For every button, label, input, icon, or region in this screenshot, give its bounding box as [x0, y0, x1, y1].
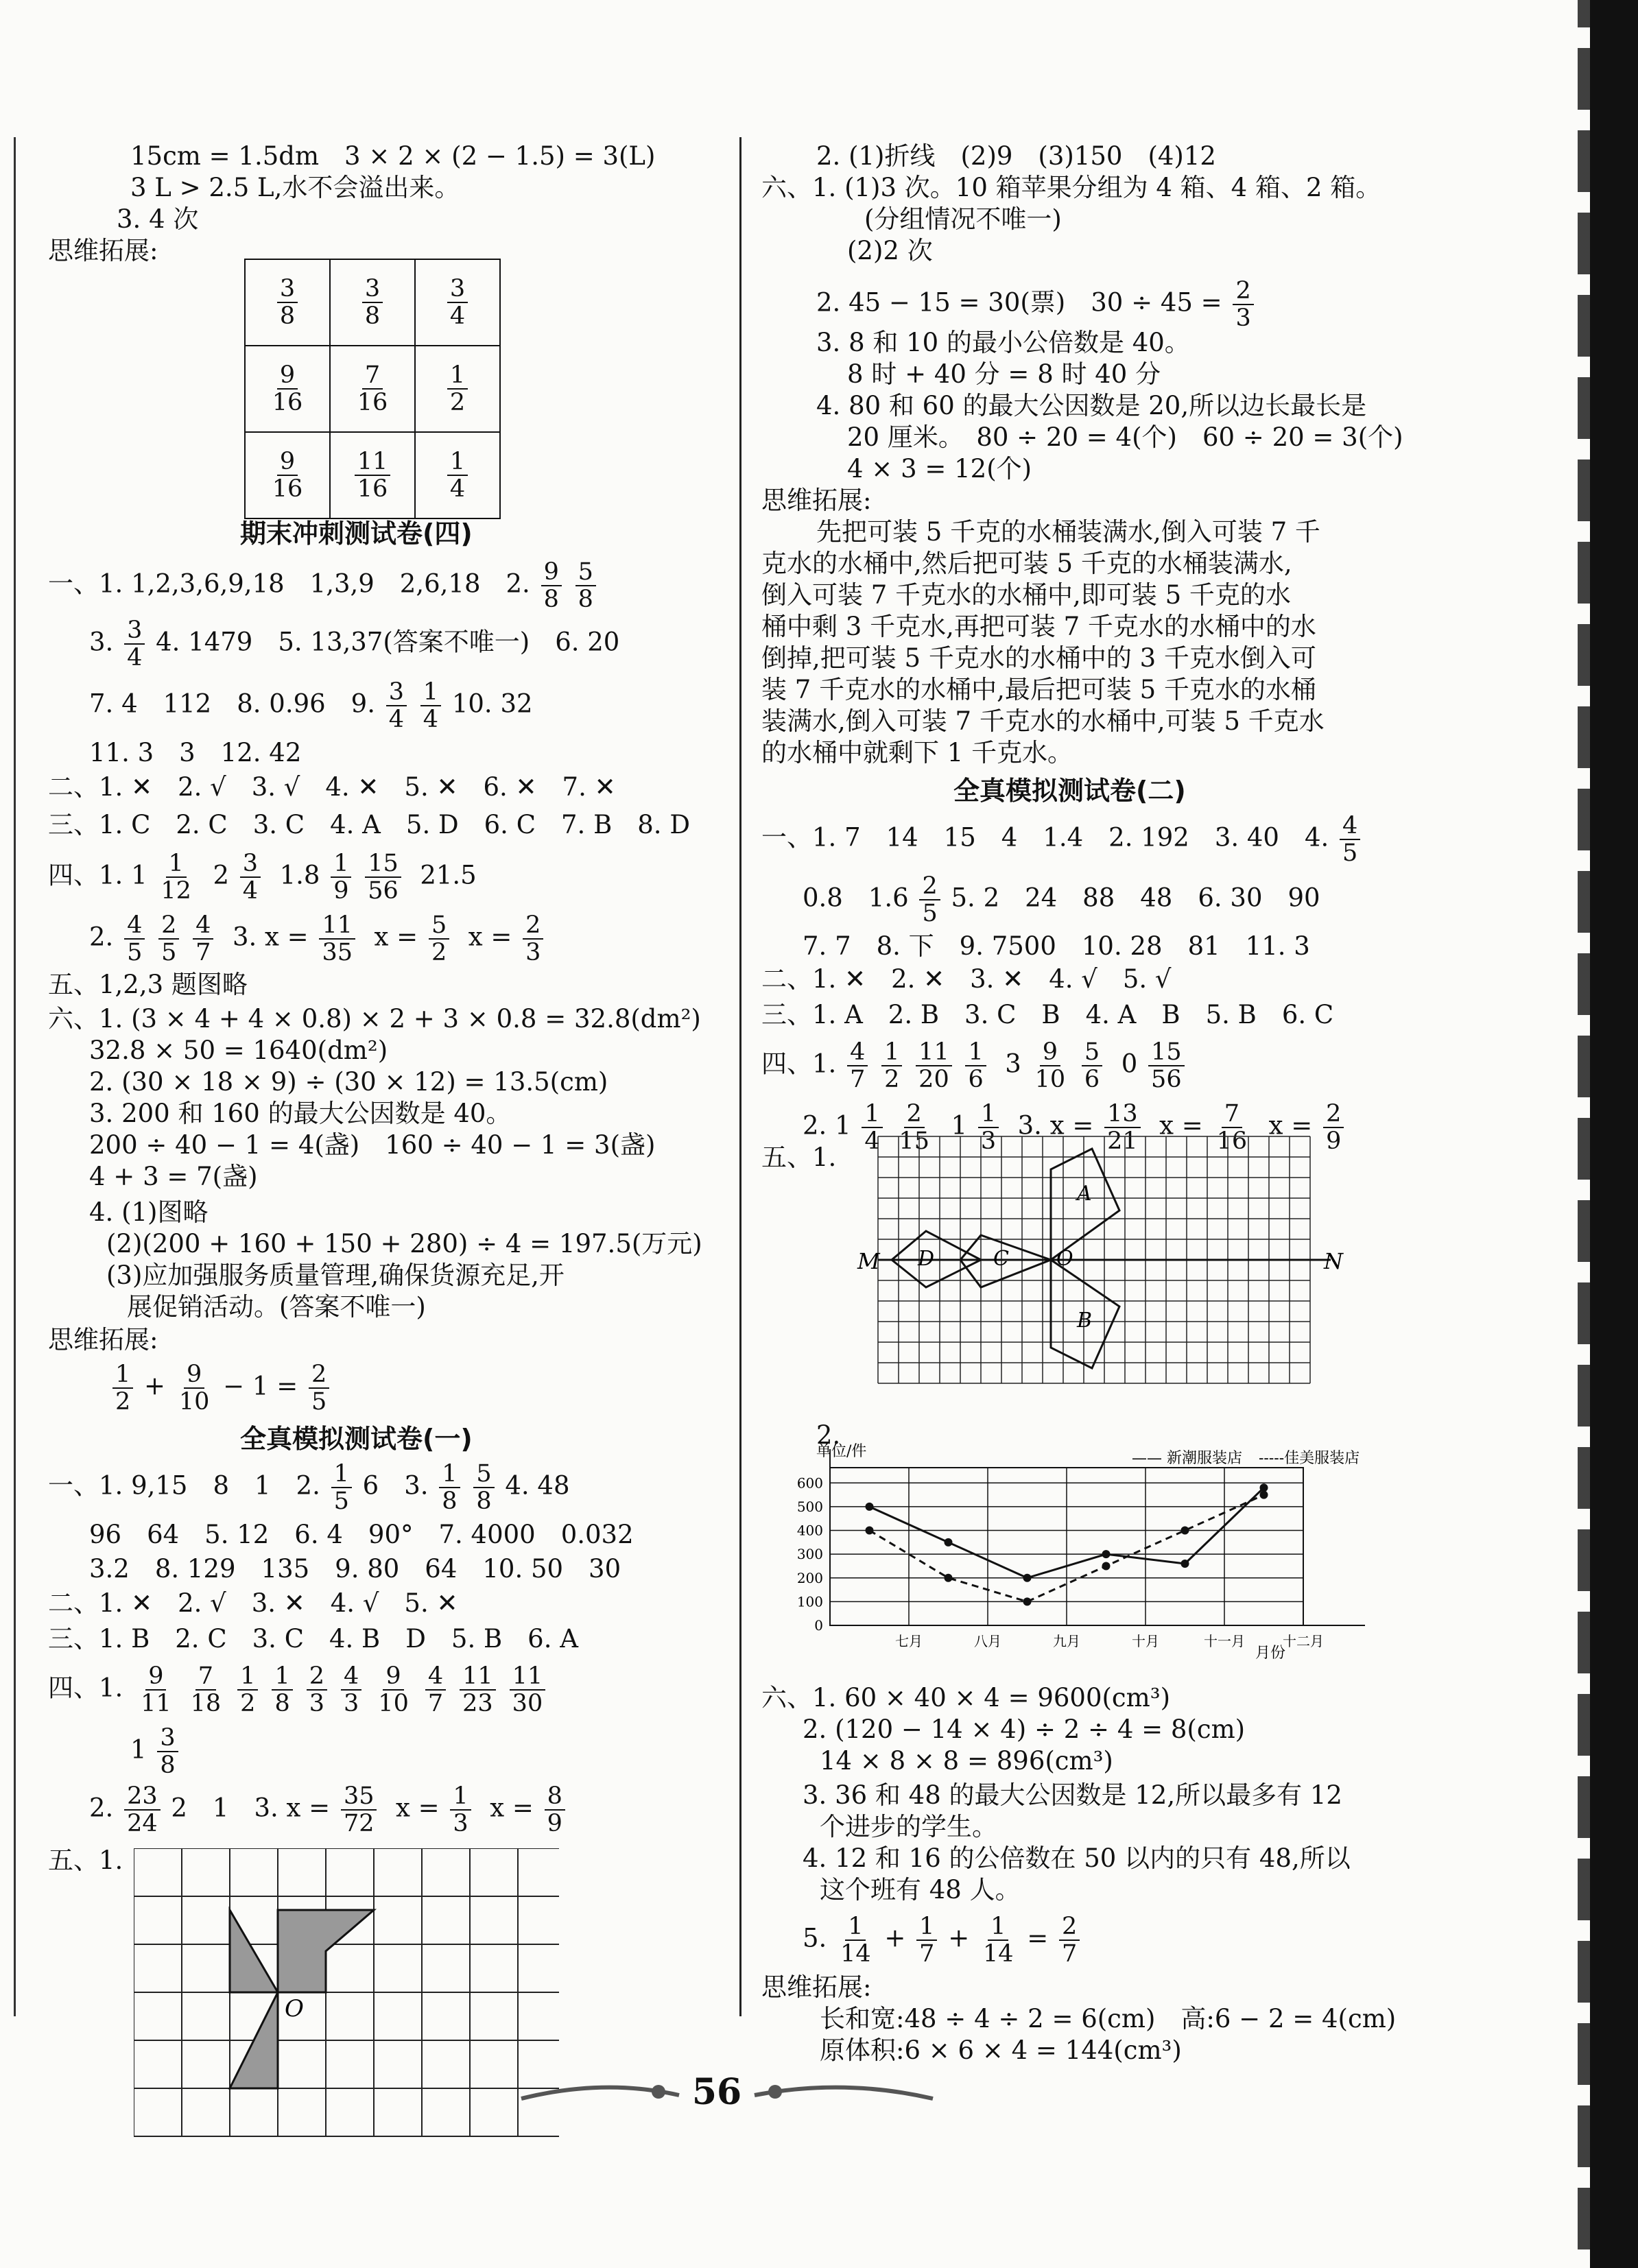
text: 4. 1479 5. 13,37(答案不唯一) 6. 20 [156, 627, 620, 657]
fraction: $\frac{2}{5}$ [158, 912, 179, 966]
text: 一、1. 7 14 15 4 1.4 2. 192 3. 40 4. [761, 822, 1329, 852]
label-b: B [1077, 1309, 1093, 1333]
answer-line [89, 679, 533, 732]
answer-line: 2. (120 − 14 × 4) ÷ 2 ÷ 4 = 8(cm) [803, 1715, 1246, 1744]
text: − 1 = [223, 1371, 298, 1401]
chart-gridlines [830, 1449, 1365, 1625]
magic-square-row [245, 432, 500, 518]
magic-square-cell [415, 259, 500, 346]
fraction: $\frac{1}{14}$ [982, 1913, 1014, 1968]
fraction: $\frac{13}{21}$ [1104, 1101, 1141, 1154]
x-tick-label: 十二月 [1283, 1633, 1324, 1649]
text: 1.8 [279, 860, 320, 890]
y-tick-label: 0 [814, 1617, 823, 1634]
answer-line: 五、1. [48, 1846, 123, 1875]
fraction: $\frac{2}{5}$ [919, 873, 940, 927]
fraction: $\frac{8}{9}$ [545, 1783, 565, 1837]
data-point [1023, 1574, 1032, 1582]
section-title: 全真模拟测试卷(二) [953, 776, 1186, 806]
answer-line: 11. 3 3 12. 42 [89, 738, 302, 767]
fraction: $\frac{4}{5}$ [124, 912, 145, 966]
label-n: N [1324, 1248, 1343, 1274]
fraction: $\frac{9}{16}$ [272, 361, 303, 416]
fraction: $\frac{3}{8}$ [277, 276, 298, 329]
fraction: $\frac{9}{10}$ [178, 1361, 210, 1416]
shape-flag [278, 1910, 374, 1992]
answer-line: 4. (1)图略 [89, 1197, 209, 1227]
y-tick-label: 400 [796, 1522, 823, 1539]
y-tick-label: 300 [796, 1546, 823, 1563]
fraction: $\frac{2}{5}$ [309, 1361, 329, 1415]
fraction: $\frac{9}{10}$ [1034, 1038, 1066, 1093]
text: 4. 48 [505, 1470, 570, 1501]
text: 2. [89, 922, 114, 952]
chart-ylabel: 单位/件 [816, 1443, 867, 1460]
fraction: $\frac{2}{3}$ [307, 1663, 327, 1717]
answer-line: 这个班有 48 人。 [820, 1875, 1021, 1905]
text: 10. 32 [451, 689, 533, 719]
answer-line: 2. (1)折线 (2)9 (3)150 (4)12 [816, 141, 1216, 171]
fraction: $\frac{1}{2}$ [447, 362, 468, 416]
fraction: $\frac{1}{7}$ [916, 1913, 937, 1967]
answer-line: 六、1. (1)3 次。10 箱苹果分组为 4 箱、4 箱、2 箱。 [761, 173, 1381, 202]
answer-line: 3. 200 和 160 的最大公因数是 40。 [89, 1099, 512, 1128]
paragraph-line: 装 7 千克水的水桶中,最后把可装 5 千克水的水桶 [761, 675, 1316, 704]
answer-line: 五、1,2,3 题图略 [48, 970, 248, 999]
paragraph-line: 桶中剩 3 千克水,再把可装 7 千克水的水桶中的水 [761, 612, 1316, 641]
data-point [945, 1574, 953, 1582]
text: 3 [1005, 1049, 1021, 1079]
text: 5. 2 24 88 48 6. 30 90 [951, 883, 1320, 913]
text: 7. 4 112 8. 0.96 9. [89, 689, 375, 719]
answer-line: 二、1. ✕ 2. √ 3. ✕ 4. √ 5. ✕ [48, 1588, 458, 1618]
answer-line [48, 850, 477, 904]
text: 2 1 3. x = [171, 1793, 331, 1823]
fraction: $\frac{3}{8}$ [362, 276, 383, 329]
text: 3. x = [1017, 1110, 1094, 1141]
magic-square-cell [415, 346, 500, 432]
data-point [945, 1538, 953, 1547]
fraction: $\frac{4}{5}$ [1340, 813, 1360, 866]
text: x = [468, 922, 512, 952]
answer-line: 96 64 5. 12 6. 4 90° 7. 4000 0.032 [89, 1520, 634, 1549]
answer-line [48, 1461, 570, 1514]
fraction: $\frac{2}{3}$ [523, 912, 543, 966]
answer-line: 原体积:6 × 6 × 4 = 144(cm³) [820, 2036, 1182, 2065]
label-o: O [1056, 1247, 1073, 1271]
x-tick-label: 九月 [1053, 1633, 1080, 1649]
fraction: $\frac{1}{14}$ [840, 1913, 871, 1968]
fraction: $\frac{3}{4}$ [447, 276, 468, 329]
answer-line: 个进步的学生。 [820, 1812, 997, 1841]
legend-dashed: -----佳美服装店 [1259, 1450, 1360, 1467]
text: 21.5 [420, 860, 477, 890]
answer-line: $\frac{1}{2}$ + $\frac{9}{10}$ − 1 = $\frac{2}{5}$ [110, 1361, 332, 1415]
text: 四、1. [761, 1049, 837, 1079]
paragraph-line: 先把可装 5 千克的水桶装满水,倒入可装 7 千 [816, 517, 1320, 547]
magic-square [244, 259, 501, 519]
fraction: $\frac{11}{35}$ [319, 912, 355, 966]
paragraph-line: 装满水,倒入可装 7 千克水的水桶中,可装 5 千克水 [761, 706, 1325, 736]
chart-legend [1132, 1450, 1360, 1467]
data-point [1181, 1560, 1189, 1568]
text: x = [490, 1793, 534, 1823]
answer-line [761, 1039, 1187, 1093]
answer-line: 长和宽:48 ÷ 4 ÷ 2 = 6(cm) 高:6 − 2 = 4(cm) [820, 2004, 1397, 2033]
answer-line: 14 × 8 × 8 = 896(cm³) [820, 1746, 1113, 1776]
magic-square-row [245, 259, 500, 346]
text: 一、1. 9,15 8 1 2. [48, 1470, 320, 1501]
line-chart [761, 1437, 1420, 1677]
magic-square-cell [330, 259, 415, 346]
data-point [1181, 1527, 1189, 1535]
y-tick-label: 500 [796, 1498, 823, 1515]
answer-line: 五、1. [761, 1143, 837, 1172]
left-margin-rule [14, 137, 16, 2016]
text: 1 [130, 1734, 147, 1765]
magic-square-cell [330, 432, 415, 518]
section-title: 期末冲刺测试卷(四) [240, 518, 473, 549]
answer-line [130, 1725, 181, 1778]
x-tick-label: 十一月 [1204, 1633, 1245, 1649]
answer-line: 4. 80 和 60 的最大公因数是 20,所以边长最长是 [816, 391, 1367, 420]
fraction: $\frac{3}{8}$ [157, 1725, 178, 1778]
fraction: $\frac{1}{5}$ [331, 1461, 352, 1514]
text: x = [396, 1793, 440, 1823]
answer-line: 20 厘米。 80 ÷ 20 = 4(个) 60 ÷ 20 = 3(个) [847, 422, 1403, 452]
fraction: $\frac{2}{15}$ [899, 1100, 929, 1155]
answer-line: 3. 36 和 48 的最大公因数是 12,所以最多有 12 [803, 1780, 1342, 1810]
fraction: $\frac{4}{7}$ [847, 1039, 868, 1093]
legend-solid: —— 新潮服装店 [1132, 1450, 1242, 1467]
page-number: 56 [691, 2071, 742, 2113]
fraction: $\frac{11}{16}$ [355, 449, 391, 502]
answer-line: 32.8 × 50 = 1640(dm²) [89, 1036, 388, 1065]
fraction: $\frac{1}{4}$ [447, 449, 468, 502]
answer-line: 三、1. C 2. C 3. C 4. A 5. D 6. C 7. B 8. D [48, 810, 690, 839]
text: 3. [89, 627, 114, 657]
text: x = [1159, 1110, 1203, 1141]
magic-square-cell [415, 432, 500, 518]
fraction: $\frac{1}{8}$ [439, 1461, 460, 1514]
fraction: $\frac{4}{7}$ [425, 1663, 446, 1717]
text: 2. 45 − 15 = 30(票) 30 ÷ 45 = [816, 287, 1222, 318]
answer-line: 15cm = 1.5dm 3 × 2 × (2 − 1.5) = 3(L) [130, 141, 656, 171]
fraction: $\frac{4}{7}$ [193, 912, 213, 966]
section-label: 思维拓展: [761, 486, 872, 515]
label-c: C [993, 1247, 1009, 1271]
fraction: $\frac{9}{16}$ [272, 448, 303, 503]
data-point [1260, 1491, 1268, 1499]
fraction: $\frac{5}{8}$ [575, 559, 596, 612]
fraction: $\frac{1}{2}$ [112, 1361, 133, 1415]
fraction: $\frac{3}{4}$ [386, 679, 407, 732]
fraction: $\frac{1}{9}$ [331, 850, 351, 904]
fraction: $\frac{9}{11}$ [141, 1662, 171, 1717]
chart-xlabel: 月份 [1255, 1645, 1286, 1662]
text: 四、1. [48, 1673, 123, 1703]
magic-square-cell [245, 259, 330, 346]
fraction: $\frac{35}{72}$ [341, 1783, 377, 1837]
text: 2. [89, 1793, 114, 1823]
data-point [1102, 1562, 1111, 1570]
answer-line: (2)2 次 [847, 236, 933, 265]
x-tick-label: 八月 [974, 1633, 1001, 1649]
fraction: $\frac{7}{18}$ [190, 1662, 222, 1717]
text: 0 [1121, 1049, 1138, 1079]
fraction: $\frac{1}{2}$ [881, 1039, 902, 1093]
fraction: $\frac{5}{8}$ [473, 1461, 494, 1514]
fraction: $\frac{9}{10}$ [378, 1662, 409, 1717]
fraction: $\frac{11}{30}$ [510, 1663, 546, 1717]
fraction: $\frac{1}{8}$ [272, 1663, 292, 1717]
fraction: $\frac{1}{4}$ [420, 679, 441, 732]
section-label: 思维拓展: [48, 236, 158, 265]
x-tick-label: 七月 [895, 1633, 923, 1649]
label-d: D [918, 1247, 935, 1271]
paragraph-line: 倒入可装 7 千克水的水桶中,即可装 5 千克的水 [761, 580, 1291, 610]
text: 5. [803, 1923, 827, 1953]
answer-line: 展促销活动。(答案不唯一) [127, 1292, 426, 1322]
fraction: $\frac{15}{56}$ [1148, 1039, 1185, 1093]
answer-line: (2)(200 + 160 + 150 + 280) ÷ 4 = 197.5(万元) [106, 1229, 702, 1258]
answer-line: 3. 4 次 [117, 204, 199, 234]
answer-line: 3. 8 和 10 的最小公倍数是 40。 [816, 328, 1190, 357]
fraction: $\frac{4}{3}$ [341, 1663, 361, 1717]
fraction: $\frac{2}{9}$ [1323, 1101, 1344, 1154]
answer-line [803, 873, 1320, 927]
data-point [866, 1527, 874, 1535]
fraction: $\frac{1}{12}$ [161, 850, 191, 905]
paragraph-line: 的水桶中就剩下 1 千克水。 [761, 738, 1073, 767]
text: 1 [951, 1110, 968, 1141]
fraction: $\frac{1}{4}$ [862, 1101, 882, 1154]
fraction: $\frac{5}{2}$ [429, 912, 449, 966]
answer-line [816, 278, 1257, 331]
fraction: $\frac{9}{8}$ [541, 559, 562, 612]
answer-line: (3)应加强服务质量管理,确保货源充足,开 [106, 1261, 565, 1290]
magic-square-cell [245, 432, 330, 518]
answer-line [48, 559, 599, 612]
fraction: $\frac{2}{3}$ [1233, 278, 1253, 331]
answer-line: 六、1. 60 × 40 × 4 = 9600(cm³) [761, 1683, 1171, 1712]
data-point [1260, 1483, 1268, 1492]
symmetry-grid-figure [851, 1135, 1344, 1409]
text: 2 [213, 860, 229, 890]
answer-line: 三、1. B 2. C 3. C 4. B D 5. B 6. A [48, 1624, 578, 1654]
answer-line: 二、1. ✕ 2. ✕ 3. ✕ 4. √ 5. √ [761, 964, 1172, 994]
footer-ornament [0, 2064, 1638, 2119]
fraction: $\frac{2}{7}$ [1059, 1913, 1080, 1967]
answer-line [89, 1783, 568, 1837]
answer-line: (分组情况不唯一) [864, 204, 1062, 234]
data-point [1023, 1597, 1032, 1605]
fraction: $\frac{3}{4}$ [124, 617, 145, 671]
fraction: $\frac{11}{23}$ [460, 1663, 496, 1717]
paragraph-line: 倒掉,把可装 5 千克水的水桶中的 3 千克水倒入可 [761, 643, 1316, 673]
answer-line: 200 ÷ 40 − 1 = 4(盏) 160 ÷ 40 − 1 = 3(盏) [89, 1130, 656, 1160]
answer-line: 2. [816, 1420, 841, 1450]
fraction: $\frac{1}{3}$ [450, 1783, 471, 1837]
answer-line: 2. (30 × 18 × 9) ÷ (30 × 12) = 13.5(cm) [89, 1067, 608, 1097]
column-divider [739, 137, 741, 2016]
answer-line: 4 + 3 = 7(盏) [89, 1162, 258, 1191]
answer-line: 二、1. ✕ 2. √ 3. √ 4. ✕ 5. ✕ 6. ✕ 7. ✕ [48, 772, 616, 802]
fraction: $\frac{1}{2}$ [237, 1663, 258, 1717]
x-tick-label: 十月 [1132, 1633, 1159, 1649]
section-label: 思维拓展: [48, 1325, 158, 1354]
section-label: 思维拓展: [761, 1972, 872, 2002]
page-edge-shadow [1590, 0, 1638, 2268]
shape-triangle [230, 1910, 278, 1992]
answer-line: 5. $\frac{1}{14}$ + $\frac{1}{7}$ + $\frac{1}{14}$ = $\frac{2}{7}$ [803, 1913, 1082, 1967]
answer-line: 4 × 3 = 12(个) [847, 454, 1032, 484]
fraction: $\frac{1}{6}$ [965, 1039, 986, 1093]
section-title: 全真模拟测试卷(一) [240, 1424, 473, 1454]
data-point [1102, 1550, 1111, 1558]
fraction: $\frac{15}{56}$ [365, 850, 401, 904]
fraction: $\frac{7}{16}$ [1216, 1100, 1248, 1155]
answer-line: 3.2 8. 129 135 9. 80 64 10. 50 30 [89, 1554, 621, 1584]
text: x = [374, 922, 418, 952]
text: 2. 1 [803, 1110, 851, 1141]
text: 3. x = [232, 922, 309, 952]
fraction: $\frac{1}{3}$ [978, 1101, 999, 1154]
fraction: $\frac{23}{24}$ [124, 1783, 161, 1837]
answer-line [89, 617, 619, 671]
fraction: $\frac{11}{20}$ [916, 1039, 952, 1093]
label-a: A [1077, 1182, 1092, 1206]
text: 0.8 1.6 [803, 883, 909, 913]
text: 四、1. 1 [48, 860, 147, 890]
answer-line [761, 813, 1363, 866]
magic-square-cell [245, 346, 330, 432]
answer-line [48, 1663, 552, 1717]
answer-line: 8 时 + 40 分 = 8 时 40 分 [847, 359, 1161, 389]
label-m: M [857, 1248, 880, 1274]
answer-line: 7. 7 8. 下 9. 7500 10. 28 81 11. 3 [803, 931, 1310, 961]
y-tick-label: 200 [796, 1569, 823, 1586]
point-o-label: O [285, 1995, 304, 2022]
answer-line: 六、1. (3 × 4 + 4 × 0.8) × 2 + 3 × 0.8 = 32.8(dm²) [48, 1004, 701, 1034]
text: 6 3. [362, 1470, 429, 1501]
text: 一、1. 1,2,3,6,9,18 1,3,9 2,6,18 2. [48, 569, 530, 599]
fraction: $\frac{3}{4}$ [240, 850, 261, 904]
y-tick-label: 600 [796, 1475, 823, 1492]
magic-square-cell [330, 346, 415, 432]
y-tick-label: 100 [796, 1593, 823, 1610]
answer-line: 4. 12 和 16 的公倍数在 50 以内的只有 48,所以 [803, 1843, 1351, 1873]
fraction: $\frac{5}{6}$ [1082, 1039, 1102, 1093]
answer-line: 3 L > 2.5 L,水不会溢出来。 [130, 173, 460, 202]
fraction: $\frac{7}{16}$ [357, 361, 388, 416]
text: x = [1268, 1110, 1313, 1141]
answer-line: 三、1. A 2. B 3. C B 4. A B 5. B 6. C [761, 1000, 1334, 1029]
answer-line [89, 912, 546, 966]
data-point [866, 1503, 874, 1511]
paragraph-line: 克水的水桶中,然后把可装 5 千克的水桶装满水, [761, 549, 1292, 578]
magic-square-row [245, 346, 500, 432]
chart-ticks [797, 1475, 1324, 1649]
